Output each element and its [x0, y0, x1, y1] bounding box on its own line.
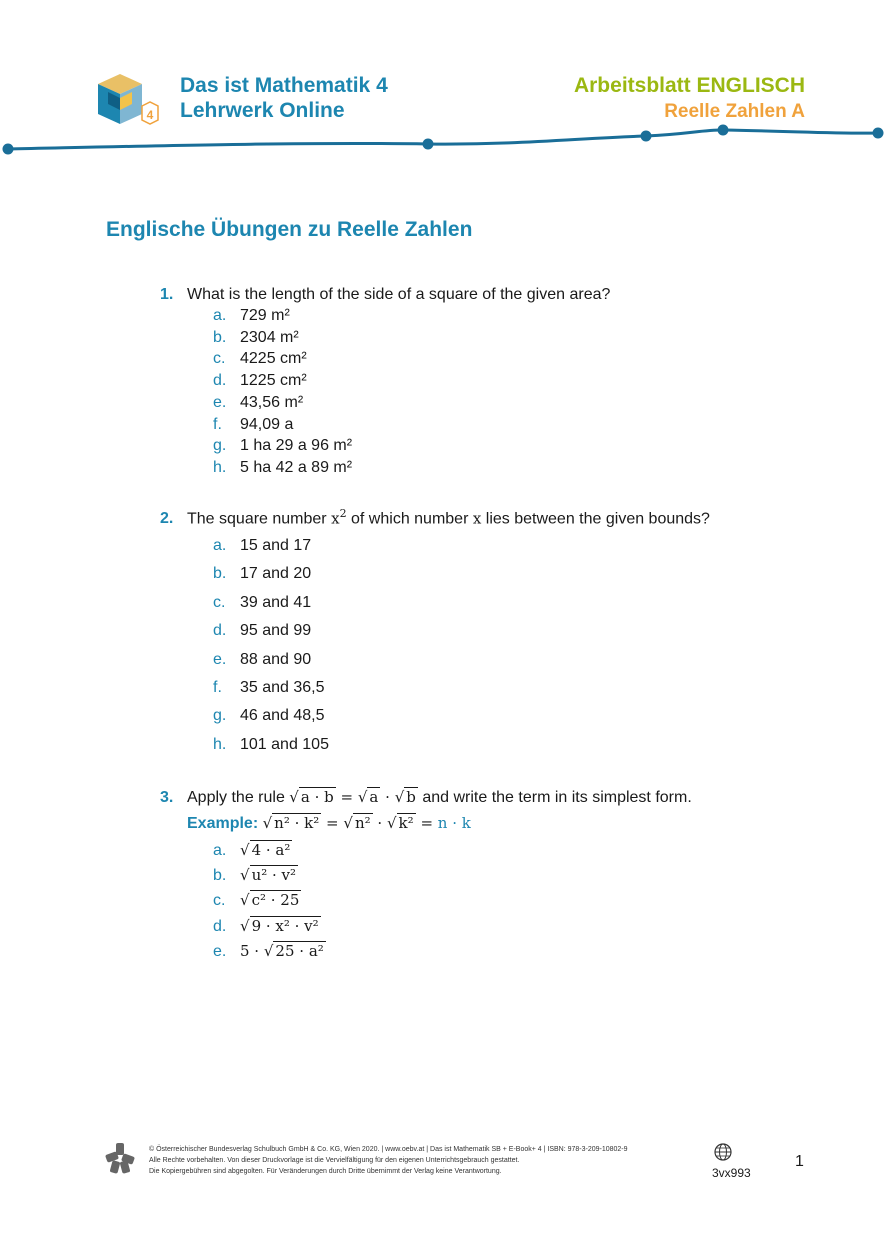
footer-copyright: © Österreichischer Bundesverlag Schulbuch GmbH & Co. KG, Wien 2020. | www.oebv.at | Das ist Mathematik SB + E-Book+ 4 | ISBN: 978-3-209-10802-9 Alle Rechte vorbehalten. Von dieser Druckvorlage ist die Vervielfältigung für den eigenen Unterrichtsgebrauch gestattet. Die Kopiergebühren sind abgegolten. Für Veränderungen durch Dritte übernimmt der Verlag keine Verantwortung. — [149, 1146, 628, 1175]
sub-item-text: 4225 cm² — [240, 350, 307, 368]
sub-item-letter: e. — [213, 393, 227, 411]
sub-item — [213, 537, 311, 555]
sub-item-term: √ 9 · x² · v² — [240, 916, 319, 935]
sub-item-text: 88 and 90 — [240, 650, 312, 668]
math-variable: x — [331, 509, 340, 528]
question-number: 3. — [160, 789, 174, 806]
example-line: Example: √ n² · k² = √ n² · √ k² = n · k — [187, 814, 471, 832]
sub-item-text: 17 and 20 — [240, 565, 312, 583]
logo-number: 4 — [146, 108, 154, 122]
sheet-title: Arbeitsblatt ENGLISCH — [573, 74, 805, 97]
question-3: 3. Apply the rule √ a · b = √ a · √ b and write the term in its simplest form. — [160, 788, 692, 806]
sub-item-text: 46 and 48,5 — [240, 707, 325, 725]
sub-item-letter: a. — [213, 842, 227, 859]
sub-item — [213, 841, 292, 860]
sub-item-text: 43,56 m² — [240, 393, 304, 411]
sub-item-text: 1225 cm² — [240, 372, 307, 390]
brand-title: Das ist Mathematik 4 — [180, 74, 388, 97]
example-label: Example: — [187, 815, 259, 832]
sub-item-term: 5 · √ 25 · a² — [240, 941, 324, 960]
globe-icon — [713, 1142, 733, 1162]
sub-item-text: 35 and 36,5 — [240, 679, 325, 696]
sub-item — [213, 372, 307, 390]
sub-item — [213, 707, 325, 725]
sub-item-text: 94,09 a — [240, 415, 294, 433]
sub-item — [213, 565, 311, 583]
question-1 — [160, 286, 610, 304]
sub-item-letter: h. — [213, 458, 227, 476]
sub-item-letter: e. — [213, 650, 227, 668]
online-code: 3vx993 — [712, 1166, 751, 1180]
sub-item-letter: d. — [213, 372, 227, 390]
page-title: Englische Übungen zu Reelle Zahlen — [106, 218, 473, 241]
sub-item-text: 39 and 41 — [240, 593, 312, 611]
sub-item-letter: a. — [213, 307, 227, 324]
sub-item-text: 95 and 99 — [240, 622, 312, 640]
sub-item — [213, 307, 290, 325]
sub-item-letter: f. — [213, 679, 222, 696]
sub-item-text: 2304 m² — [240, 328, 299, 346]
sub-item — [213, 394, 303, 412]
publisher-logo — [103, 1141, 137, 1175]
header-divider-line — [0, 120, 890, 160]
sub-item — [213, 736, 329, 754]
sub-item-letter: c. — [213, 892, 226, 910]
sub-item-letter: g. — [213, 707, 227, 725]
question-text: What is the length of the side of a square of the given area? — [187, 286, 611, 303]
sub-item — [213, 651, 311, 669]
sub-item — [213, 437, 352, 455]
sub-item-letter: e. — [213, 942, 227, 960]
brand-subtitle: Lehrwerk Online — [180, 99, 345, 122]
sub-item-letter: c. — [213, 350, 226, 368]
sub-item — [213, 329, 299, 347]
sub-item-letter: b. — [213, 328, 227, 346]
sub-item — [213, 622, 311, 640]
sub-item — [213, 459, 352, 477]
sub-item-letter: f. — [213, 415, 222, 433]
sub-item — [213, 679, 325, 697]
sub-item — [213, 917, 321, 936]
sub-item-letter: g. — [213, 437, 227, 455]
sub-item-term: √ u² · v² — [240, 866, 297, 885]
sub-item-letter: h. — [213, 735, 227, 753]
sub-item-letter: a. — [213, 537, 227, 554]
sub-item-letter: d. — [213, 917, 227, 935]
sub-item-text: 5 ha 42 a 89 m² — [240, 458, 353, 476]
sub-item-text: 1 ha 29 a 96 m² — [240, 437, 353, 455]
question-number: 2. — [160, 510, 174, 528]
sub-item-term: √ 4 · a² — [240, 841, 291, 859]
question-2: 2. The square number $x^2$ of which number x lies between the given bounds? — [160, 507, 710, 528]
math-variable: x — [472, 509, 482, 528]
question-number: 1. — [160, 286, 174, 303]
sub-item-text: 101 and 105 — [240, 735, 329, 753]
sheet-subtitle: Reelle Zahlen A — [664, 101, 805, 122]
example-result: n · k — [437, 814, 471, 832]
sub-item-letter: c. — [213, 593, 226, 611]
sub-item-letter: d. — [213, 622, 227, 640]
sub-item-text: 15 and 17 — [240, 537, 312, 554]
sub-item-letter: b. — [213, 565, 227, 583]
sub-item — [213, 350, 307, 368]
sub-item-letter: b. — [213, 867, 227, 885]
sub-item — [213, 416, 293, 434]
sub-item-text: 729 m² — [240, 307, 290, 324]
sub-item — [213, 942, 326, 961]
page-number: 1 — [795, 1153, 804, 1170]
sub-item — [213, 594, 311, 612]
sub-item — [213, 891, 301, 910]
sub-item — [213, 866, 298, 885]
sub-item-term: √ c² · 25 — [240, 891, 300, 910]
